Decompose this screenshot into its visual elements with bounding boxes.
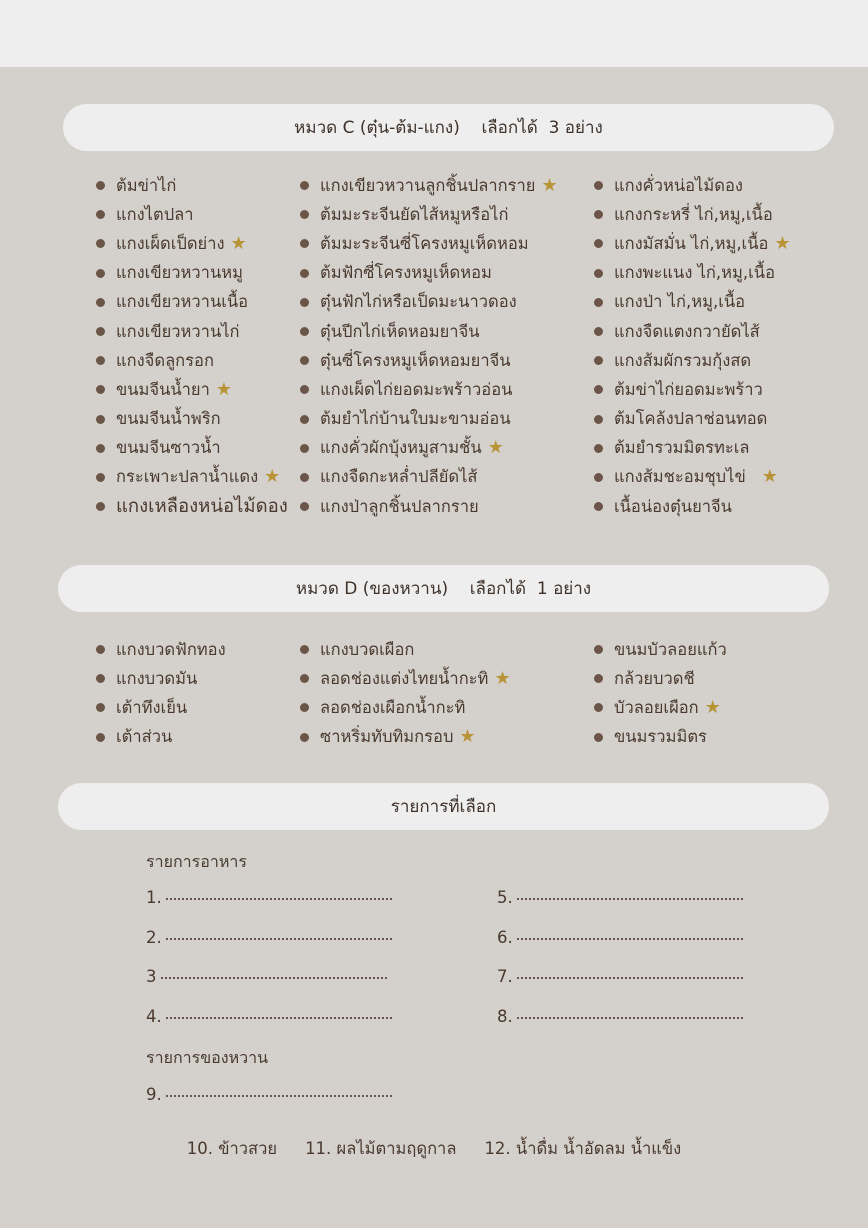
menu-item bbox=[300, 434, 559, 463]
menu-item-label: ขนมจีนซาวน้ำ bbox=[116, 438, 221, 458]
menu-item-label: ตุ๋นฟักไก่หรือเป็ดมะนาวดอง bbox=[320, 292, 517, 312]
dotted-blank[interactable] bbox=[517, 938, 743, 940]
menu-item bbox=[594, 346, 792, 375]
dotted-blank[interactable] bbox=[161, 977, 387, 979]
menu-item-label: แกงบวดมัน bbox=[116, 668, 198, 688]
menu-item bbox=[594, 259, 792, 288]
menu-item-label: ต้มยำไก่บ้านใบมะขามอ่อน bbox=[320, 409, 511, 429]
menu-item bbox=[300, 405, 559, 434]
star-icon: ★ bbox=[761, 466, 778, 488]
menu-item bbox=[300, 664, 512, 693]
bullet-icon bbox=[96, 239, 105, 248]
star-icon: ★ bbox=[774, 232, 791, 254]
menu-item-label: แกงบวดฟักทอง bbox=[116, 639, 226, 659]
menu-item-label: แกงเผ็ดไก่ยอดมะพร้าวอ่อน bbox=[320, 379, 513, 399]
fill-in-line[interactable] bbox=[497, 888, 743, 907]
bullet-icon bbox=[300, 502, 309, 511]
star-icon: ★ bbox=[494, 667, 511, 689]
line-number: 8. bbox=[497, 1006, 513, 1026]
menu-item bbox=[96, 200, 288, 229]
bullet-icon bbox=[96, 645, 105, 654]
extra-item-fruit: 11. ผลไม้ตามฤดูกาล bbox=[305, 1139, 457, 1158]
section-d-header bbox=[58, 565, 829, 612]
menu-item-label: แกงพะแนง ไก่,หมู,เนื้อ bbox=[614, 263, 775, 283]
bullet-icon bbox=[300, 473, 309, 482]
menu-item bbox=[96, 317, 288, 346]
bullet-icon bbox=[96, 298, 105, 307]
menu-item-label: แกงกระหรี่ ไก่,หมู,เนื้อ bbox=[614, 204, 773, 224]
bullet-icon bbox=[96, 674, 105, 683]
menu-item-label: แกงป่าลูกชิ้นปลากราย bbox=[320, 496, 479, 516]
line-number: 5. bbox=[497, 888, 513, 907]
bullet-icon bbox=[96, 444, 105, 453]
line-number: 3 bbox=[146, 967, 157, 986]
dotted-blank[interactable] bbox=[166, 1017, 392, 1019]
menu-item bbox=[96, 463, 288, 492]
menu-item-label: แกงมัสมั่น ไก่,หมู,เนื้อ bbox=[614, 233, 769, 253]
menu-item-label: แกงส้มชะอมชุบไข่ bbox=[614, 467, 746, 487]
bullet-icon bbox=[594, 444, 603, 453]
bullet-icon bbox=[300, 733, 309, 742]
bullet-icon bbox=[594, 645, 603, 654]
bullet-icon bbox=[96, 502, 105, 511]
line-number: 6. bbox=[497, 927, 513, 947]
menu-item bbox=[594, 434, 792, 463]
star-icon: ★ bbox=[704, 696, 721, 718]
menu-item-label: ต้มโคล้งปลาช่อนทอด bbox=[614, 409, 768, 429]
menu-item-label: แกงไตปลา bbox=[116, 204, 194, 224]
line-number: 1. bbox=[146, 888, 162, 907]
bullet-icon bbox=[96, 356, 105, 365]
bullet-icon bbox=[300, 703, 309, 712]
menu-item-label: กล้วยบวดชี bbox=[614, 668, 695, 688]
menu-item-label: บัวลอยเผือก bbox=[614, 697, 699, 717]
menu-item-label: แกงบวดเผือก bbox=[320, 639, 415, 659]
menu-item bbox=[300, 259, 559, 288]
line-number: 9. bbox=[146, 1085, 162, 1104]
dotted-blank[interactable] bbox=[517, 1017, 743, 1019]
menu-item bbox=[300, 463, 559, 492]
menu-item bbox=[300, 317, 559, 346]
food-list-label: รายการอาหาร bbox=[146, 852, 247, 871]
menu-item bbox=[96, 723, 226, 752]
menu-item bbox=[96, 346, 288, 375]
line-number: 7. bbox=[497, 967, 513, 986]
menu-item-label: แกงคั่วผักบุ้งหมูสามชั้น bbox=[320, 438, 482, 458]
dotted-blank[interactable] bbox=[166, 898, 392, 900]
menu-item-label: แกงเขียวหวานหมู bbox=[116, 263, 243, 283]
menu-item-label: ตุ๋นปีกไก่เห็ดหอมยาจีน bbox=[320, 321, 480, 341]
menu-item bbox=[300, 635, 512, 664]
menu-item-label: ต้มยำรวมมิตรทะเล bbox=[614, 438, 750, 458]
menu-item-label: เนื้อน่องตุ๋นยาจีน bbox=[614, 496, 732, 516]
bullet-icon bbox=[300, 356, 309, 365]
menu-item-label: เต้าส่วน bbox=[116, 727, 173, 747]
fill-in-line[interactable] bbox=[146, 1085, 392, 1104]
bullet-icon bbox=[594, 415, 603, 424]
section-c-column-3 bbox=[594, 171, 792, 521]
menu-item-label: ขนมบัวลอยแก้ว bbox=[614, 639, 727, 659]
menu-item bbox=[96, 492, 288, 521]
menu-item-label: ขนมรวมมิตร bbox=[614, 727, 707, 747]
bullet-icon bbox=[594, 733, 603, 742]
fill-in-line[interactable] bbox=[146, 1007, 392, 1026]
menu-item bbox=[594, 723, 727, 752]
star-icon: ★ bbox=[230, 232, 247, 254]
menu-item bbox=[594, 693, 727, 722]
menu-item bbox=[300, 723, 512, 752]
dessert-list-label: รายการของหวาน bbox=[146, 1048, 269, 1067]
bullet-icon bbox=[96, 415, 105, 424]
section-c-title: หมวด C (ตุ๋น-ต้ม-แกง) เลือกได้ 3 อย่าง bbox=[294, 118, 603, 138]
top-band bbox=[0, 0, 868, 67]
menu-item-label: แกงเหลืองหน่อไม้ดอง bbox=[116, 496, 288, 518]
menu-item bbox=[594, 229, 792, 258]
menu-item bbox=[96, 259, 288, 288]
bullet-icon bbox=[594, 269, 603, 278]
menu-item-label: แกงจืดลูกรอก bbox=[116, 350, 214, 370]
section-d-column-3 bbox=[594, 635, 727, 752]
section-d-column-2 bbox=[300, 635, 512, 752]
bullet-icon bbox=[300, 269, 309, 278]
bullet-icon bbox=[594, 502, 603, 511]
menu-item-label: ขนมจีนน้ำยา bbox=[116, 379, 210, 399]
menu-item bbox=[300, 229, 559, 258]
menu-item bbox=[300, 288, 559, 317]
bullet-icon bbox=[594, 385, 603, 394]
menu-item bbox=[594, 635, 727, 664]
menu-item-label: ต้มข่าไก่ bbox=[116, 175, 177, 195]
section-c-header bbox=[63, 104, 834, 151]
fill-in-line[interactable] bbox=[146, 967, 387, 986]
bullet-icon bbox=[594, 181, 603, 190]
menu-item bbox=[594, 200, 792, 229]
line-number: 4. bbox=[146, 1006, 162, 1026]
bullet-icon bbox=[96, 210, 105, 219]
bullet-icon bbox=[300, 444, 309, 453]
menu-item bbox=[594, 492, 792, 521]
bullet-icon bbox=[594, 356, 603, 365]
fill-in-line[interactable] bbox=[497, 967, 743, 986]
menu-item-label: ต้มฟักซี่โครงหมูเห็ดหอม bbox=[320, 263, 492, 283]
bullet-icon bbox=[594, 239, 603, 248]
dotted-blank[interactable] bbox=[517, 898, 743, 900]
bullet-icon bbox=[300, 415, 309, 424]
menu-item-label: ซาหริ่มทับทิมกรอบ bbox=[320, 727, 454, 747]
dotted-blank[interactable] bbox=[166, 1095, 392, 1097]
menu-item-label: แกงเขียวหวานไก่ bbox=[116, 321, 240, 341]
menu-item bbox=[96, 434, 288, 463]
menu-item bbox=[96, 375, 288, 404]
bullet-icon bbox=[300, 239, 309, 248]
bullet-icon bbox=[96, 181, 105, 190]
menu-item-label: แกงป่า ไก่,หมู,เนื้อ bbox=[614, 292, 746, 312]
section-d-title: หมวด D (ของหวาน) เลือกได้ 1 อย่าง bbox=[295, 579, 592, 599]
menu-item-label: เต้าทึงเย็น bbox=[116, 697, 188, 717]
menu-item-label: แกงเขียวหวานเนื้อ bbox=[116, 292, 249, 312]
menu-item bbox=[96, 288, 288, 317]
fill-in-line[interactable] bbox=[146, 928, 392, 947]
menu-item bbox=[96, 229, 288, 258]
fill-in-line[interactable] bbox=[497, 1007, 743, 1026]
fill-in-line[interactable] bbox=[497, 928, 743, 947]
bullet-icon bbox=[594, 327, 603, 336]
bullet-icon bbox=[300, 327, 309, 336]
bullet-icon bbox=[96, 385, 105, 394]
bullet-icon bbox=[96, 473, 105, 482]
menu-item-label: กระเพาะปลาน้ำแดง bbox=[116, 467, 259, 487]
bullet-icon bbox=[594, 473, 603, 482]
menu-item-label: ต้มมะระจีนยัดไส้หมูหรือไก่ bbox=[320, 204, 509, 224]
bullet-icon bbox=[300, 210, 309, 219]
menu-item-label: ลอดช่องเผือกน้ำกะทิ bbox=[320, 697, 466, 717]
menu-item bbox=[594, 375, 792, 404]
menu-item bbox=[594, 664, 727, 693]
menu-item-label: ต้มมะระจีนซี่โครงหมูเห็ดหอม bbox=[320, 233, 529, 253]
bullet-icon bbox=[300, 645, 309, 654]
dotted-blank[interactable] bbox=[517, 977, 743, 979]
menu-item-label: ต้มข่าไก่ยอดมะพร้าว bbox=[614, 379, 763, 399]
menu-item bbox=[594, 171, 792, 200]
bullet-icon bbox=[300, 385, 309, 394]
menu-item bbox=[96, 171, 288, 200]
menu-item bbox=[96, 664, 226, 693]
star-icon: ★ bbox=[459, 726, 476, 748]
menu-item bbox=[96, 405, 288, 434]
star-icon: ★ bbox=[541, 174, 558, 196]
menu-item bbox=[594, 288, 792, 317]
bullet-icon bbox=[300, 181, 309, 190]
menu-item-label: ตุ๋นซี่โครงหมูเห็ดหอมยาจีน bbox=[320, 350, 511, 370]
menu-item-label: แกงจืดแตงกวายัดไส้ bbox=[614, 321, 760, 341]
bullet-icon bbox=[594, 674, 603, 683]
menu-item bbox=[594, 405, 792, 434]
bullet-icon bbox=[300, 298, 309, 307]
selection-title: รายการที่เลือก bbox=[390, 797, 497, 817]
menu-item bbox=[96, 635, 226, 664]
section-c-column-1 bbox=[96, 171, 288, 521]
section-d-column-1 bbox=[96, 635, 226, 752]
menu-item bbox=[300, 200, 559, 229]
extra-item-drinks: 12. น้ำดื่ม น้ำอัดลม น้ำแข็ง bbox=[484, 1139, 682, 1158]
menu-item-label: แกงเขียวหวานลูกชิ้นปลากราย bbox=[320, 175, 536, 195]
bullet-icon bbox=[96, 703, 105, 712]
bullet-icon bbox=[594, 703, 603, 712]
menu-item bbox=[300, 346, 559, 375]
section-c-column-2 bbox=[300, 171, 559, 521]
bullet-icon bbox=[96, 327, 105, 336]
menu-item bbox=[96, 693, 226, 722]
menu-item bbox=[594, 317, 792, 346]
menu-item bbox=[300, 375, 559, 404]
bullet-icon bbox=[96, 733, 105, 742]
dotted-blank[interactable] bbox=[166, 938, 392, 940]
menu-item bbox=[300, 171, 559, 200]
menu-item-label: แกงเผ็ดเป็ดย่าง bbox=[116, 233, 225, 253]
extra-item-rice: 10. ข้าวสวย bbox=[186, 1139, 278, 1158]
bullet-icon bbox=[594, 210, 603, 219]
menu-item bbox=[594, 463, 792, 492]
bullet-icon bbox=[594, 298, 603, 307]
star-icon: ★ bbox=[215, 378, 233, 400]
line-number: 2. bbox=[146, 927, 162, 947]
bullet-icon bbox=[96, 269, 105, 278]
menu-item-label: แกงจืดกะหล่ำปลียัดไส้ bbox=[320, 467, 478, 487]
extras-row bbox=[0, 1136, 868, 1162]
fill-in-line[interactable] bbox=[146, 888, 392, 907]
menu-item-label: แกงคั่วหน่อไม้ดอง bbox=[614, 175, 743, 195]
menu-item-label: ขนมจีนน้ำพริก bbox=[116, 409, 221, 429]
menu-item bbox=[300, 492, 559, 521]
menu-item-label: แกงส้มผักรวมกุ้งสด bbox=[614, 350, 752, 370]
menu-item bbox=[300, 693, 512, 722]
menu-item-label: ลอดช่องแต่งไทยน้ำกะทิ bbox=[320, 668, 489, 688]
bullet-icon bbox=[300, 674, 309, 683]
selection-header bbox=[58, 783, 829, 830]
star-icon: ★ bbox=[264, 466, 281, 488]
star-icon: ★ bbox=[487, 437, 504, 459]
